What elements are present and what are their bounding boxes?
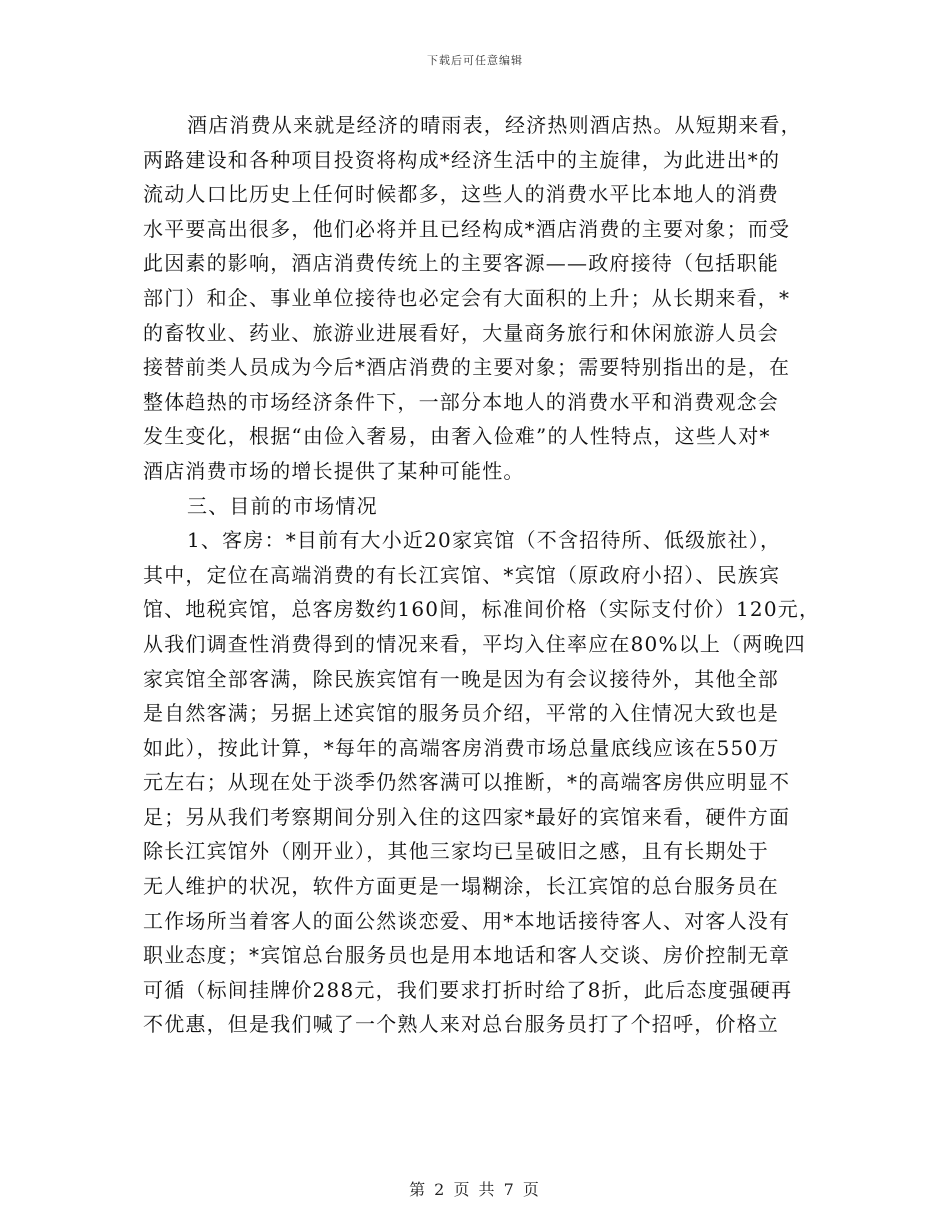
body-line: 不优惠，但是我们喊了一个熟人来对总台服务员打了个招呼，价格立 — [143, 1012, 779, 1037]
body-line: 元左右；从现在处于淡季仍然客满可以推断，*的高端客房供应明显不 — [143, 770, 791, 795]
body-line: 此因素的影响，酒店消费传统上的主要客源——政府接待（包括职能 — [143, 251, 779, 276]
body-line: 可循（标间挂牌价288元，我们要求打折时给了8折，此后态度强硬再 — [143, 977, 793, 1002]
body-line: 1、客房：*目前有大小近20家宾馆（不含招待所、低级旅社）， — [187, 528, 782, 553]
body-line: 接替前类人员成为今后*酒店消费的主要对象；需要特别指出的是，在 — [143, 355, 791, 380]
document-body — [143, 108, 823, 1042]
body-line: 的畜牧业、药业、旅游业进展看好，大量商务旅行和休闲旅游人员会 — [143, 320, 779, 345]
body-line: 两路建设和各种项目投资将构成*经济生活中的主旋律，为此进出*的 — [143, 147, 781, 172]
body-line: 馆、地税宾馆，总客房数约160间，标准间价格（实际支付价）120元， — [143, 597, 821, 622]
body-line: 从我们调查性消费得到的情况来看，平均入住率应在80%以上（两晚四 — [143, 631, 806, 656]
body-line: 职业态度；*宾馆总台服务员也是用本地话和客人交谈、房价控制无章 — [143, 943, 791, 968]
body-line: 发生变化，根据“由俭入奢易，由奢入俭难”的人性特点，这些人对* — [143, 424, 771, 449]
body-line: 无人维护的状况，软件方面更是一塌糊涂，长江宾馆的总台服务员在 — [143, 874, 779, 899]
body-line: 如此），按此计算，*每年的高端客房消费市场总量底线应该在550万 — [143, 735, 780, 760]
body-line: 足；另从我们考察期间分别入住的这四家*最好的宾馆来看，硬件方面 — [143, 804, 791, 829]
body-line: 酒店消费从来就是经济的晴雨表，经济热则酒店热。从短期来看， — [187, 113, 802, 137]
body-line: 部门）和企、事业单位接待也必定会有大面积的上升；从长期来看，* — [143, 285, 791, 310]
body-line: 酒店消费市场的增长提供了某种可能性。 — [143, 458, 525, 483]
body-line: 整体趋热的市场经济条件下，一部分本地人的消费水平和消费观念会 — [143, 389, 779, 414]
body-line: 工作场所当着客人的面公然谈恋爱、用*本地话接待客人、对客人没有 — [143, 908, 791, 933]
body-line: 水平要高出很多，他们必将并且已经构成*酒店消费的主要对象；而受 — [143, 216, 791, 241]
section-heading: 三、目前的市场情况 — [187, 493, 378, 518]
body-line: 流动人口比历史上任何时候都多，这些人的消费水平比本地人的消费 — [143, 182, 779, 207]
body-line: 其中，定位在高端消费的有长江宾馆、*宾馆（原政府小招）、民族宾 — [143, 562, 781, 587]
page-number-footer: 第 2 页 共 7 页 — [409, 1180, 541, 1199]
body-line: 除长江宾馆外（刚开业），其他三家均已呈破旧之感，且有长期处于 — [143, 839, 769, 864]
page-header: 下载后可任意编辑 — [427, 54, 523, 67]
body-line: 是自然客满；另据上述宾馆的服务员介绍，平常的入住情况大致也是 — [143, 701, 779, 726]
body-line: 家宾馆全部客满，除民族宾馆有一晚是因为有会议接待外，其他全部 — [143, 666, 779, 691]
